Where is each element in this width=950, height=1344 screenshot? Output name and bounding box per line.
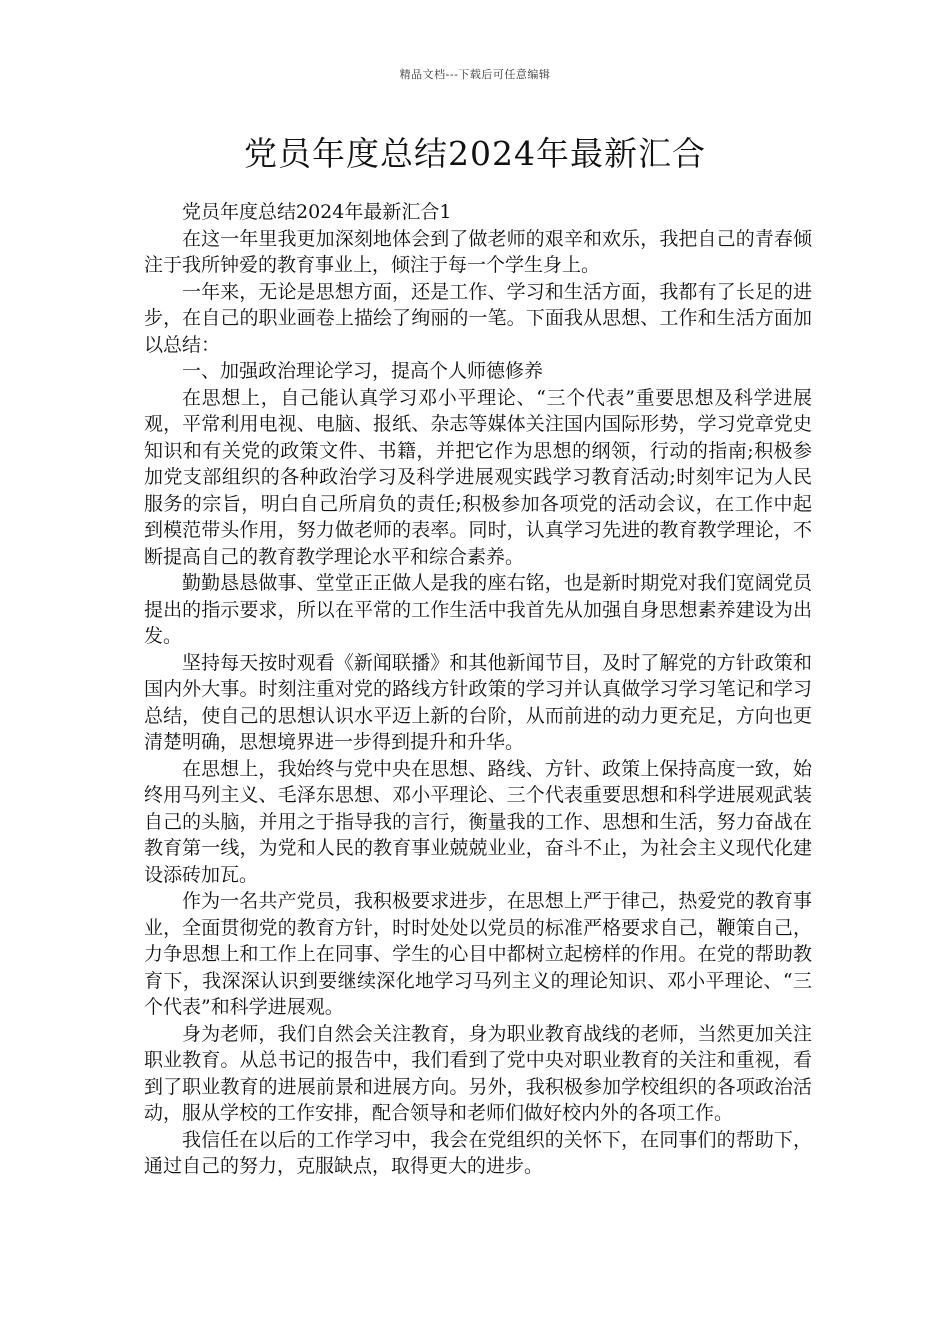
paragraph: 一年来，无论是思想方面，还是工作、学习和生活方面，我都有了长足的进步，在自己的职业画卷上描绘了绚丽的一笔。下面我从思想、工作和生活方面加以总结： <box>144 280 812 356</box>
paragraph: 在这一年里我更加深刻地体会到了做老师的艰辛和欢乐，我把自己的青春倾注于我所钟爱的教育事业上，倾注于每一个学生身上。 <box>144 227 812 276</box>
document-body <box>144 199 812 1180</box>
paragraph: 身为老师，我们自然会关注教育，身为职业教育战线的老师，当然更加关注职业教育。从总书记的报告中，我们看到了党中央对职业教育的关注和重视，看到了职业教育的进展前景和进展方向。另外，我积极参加学校组织的各项政治活动，服从学校的工作安排，配合领导和老师们做好校内外的各项工作。 <box>144 1022 812 1124</box>
section-heading: 党员年度总结2024年最新汇合1 <box>182 201 452 223</box>
paragraph: 我信任在以后的工作学习中，我会在党组织的关怀下，在同事们的帮助下，通过自己的努力，克服缺点，取得更大的进步。 <box>144 1128 812 1177</box>
paragraph: 在思想上，自己能认真学习邓小平理论、“三个代表”重要思想及科学进展观，平常利用电视、电脑、报纸、杂志等媒体关注国内国际形势，学习党章党史知识和有关党的政策文件、书籍，并把它作为思想的纲领，行动的指南;积极参加党支部组织的各种政治学习及科学进展观实践学习教育活动;时刻牢记为人民服务的宗旨，明白自己所肩负的责任;积极参加各项党的活动会议，在工作中起到模范带头作用，努力做老师的表率。同时，认真学习先进的教育教学理论，不断提高自己的教育教学理论水平和综合素养。 <box>144 386 812 568</box>
document-title: 党员年度总结2024年最新汇合 <box>244 134 706 173</box>
paragraph: 勤勤恳恳做事、堂堂正正做人是我的座右铭，也是新时期党对我们宽阔党员提出的指示要求，所以在平常的工作生活中我首先从加强自身思想素养建设为出发。 <box>144 572 812 647</box>
paragraph: 坚持每天按时观看《新闻联播》和其他新闻节目，及时了解党的方针政策和国内外大事。时刻注重对党的路线方针政策的学习并认真做学习学习笔记和学习总结，使自己的思想认识水平迈上新的台阶，从而前进的动力更充足，方向也更清楚明确，思想境界进一步得到提升和升华。 <box>144 651 812 753</box>
paragraph: 作为一名共产党员，我积极要求进步，在思想上严于律己，热爱党的教育事业，全面贯彻党的教育方针，时时处处以党员的标准严格要求自己，鞭策自己，力争思想上和工作上在同事、学生的心目中都树立起榜样的作用。在党的帮助教育下，我深深认识到要继续深化地学习马列主义的理论知识、邓小平理论、“三个代表”和科学进展观。 <box>144 890 812 1018</box>
header-note: 精品文档---下载后可任意编辑 <box>399 68 551 81</box>
paragraph: 在思想上，我始终与党中央在思想、路线、方针、政策上保持高度一致，始终用马列主义、毛泽东思想、邓小平理论、三个代表重要思想和科学进展观武装自己的头脑，并用之于指导我的言行，衡量我的工作、思想和生活，努力奋战在教育第一线，为党和人民的教育事业兢兢业业，奋斗不止，为社会主义现代化建设添砖加瓦。 <box>144 757 812 886</box>
subsection-heading: 一、加强政治理论学习，提高个人师德修养 <box>182 360 544 382</box>
